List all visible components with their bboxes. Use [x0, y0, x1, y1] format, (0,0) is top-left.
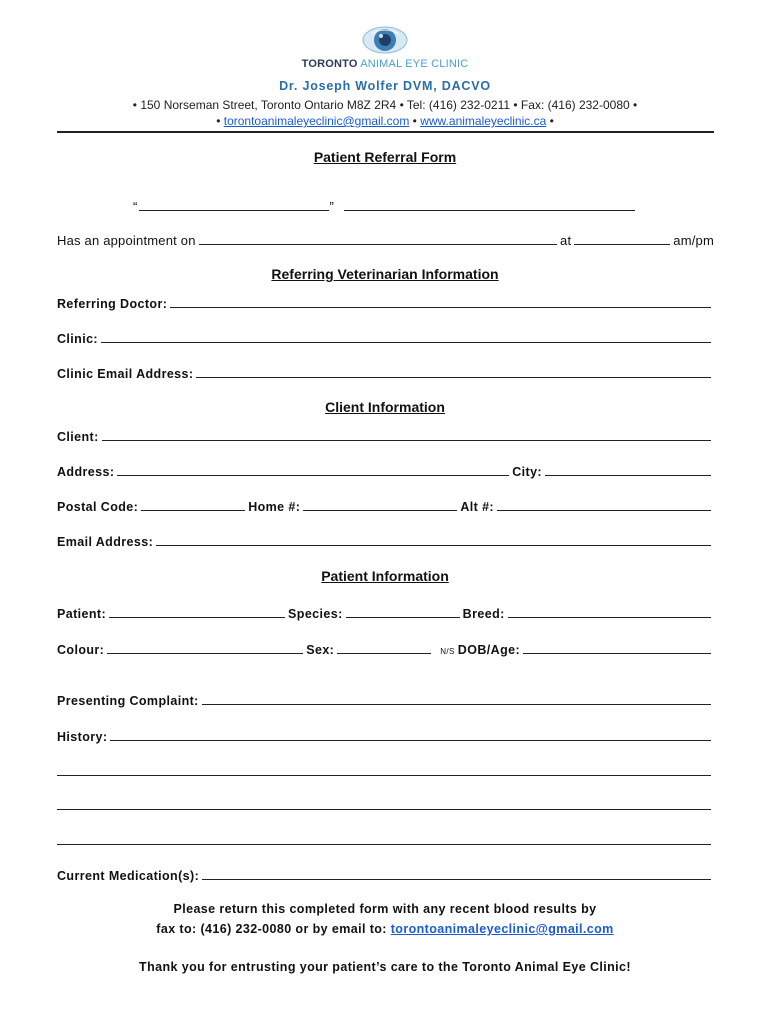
bullet: • — [549, 114, 554, 128]
neutered-spayed-label: N/S — [440, 647, 455, 656]
appointment-row — [57, 232, 714, 248]
client-email-field[interactable] — [156, 533, 711, 546]
dob-field[interactable] — [523, 641, 711, 654]
species-label: Species: — [288, 607, 343, 621]
appointment-at-label: at — [560, 233, 572, 248]
referring-doctor-label: Referring Doctor: — [57, 297, 168, 311]
patient-row — [57, 605, 714, 621]
form-title: Patient Referral Form — [313, 149, 457, 165]
client-row — [57, 428, 714, 444]
section-heading-patient: Patient Information — [321, 568, 449, 584]
bullet: • — [412, 114, 417, 128]
patient-nickname-field[interactable] — [139, 198, 329, 211]
history-label: History: — [57, 730, 108, 744]
patient-name-row — [133, 198, 638, 214]
patient-label: Patient: — [57, 607, 107, 621]
logo-text-light: ANIMAL EYE CLINIC — [360, 58, 469, 70]
footer-fax-text: fax to: (416) 232-0080 or by email to: — [156, 922, 387, 936]
clinic-row — [57, 330, 714, 346]
alt-phone-field[interactable] — [497, 498, 711, 511]
footer-thank-you: Thank you for entrusting your patient’s care to the Toronto Animal Eye Clinic! — [139, 960, 631, 974]
doctor-name: Dr. Joseph Wolfer DVM, DACVO — [279, 79, 491, 93]
history-line-2 — [57, 763, 714, 776]
complaint-label: Presenting Complaint: — [57, 694, 199, 708]
address-field[interactable] — [117, 463, 509, 476]
clinic-email-row — [57, 365, 714, 381]
breed-label: Breed: — [462, 607, 505, 621]
medication-label: Current Medication(s): — [57, 869, 200, 883]
section-heading-client: Client Information — [325, 399, 445, 415]
appointment-date-field[interactable] — [199, 232, 557, 245]
referring-doctor-field[interactable] — [170, 295, 711, 308]
alt-phone-label: Alt #: — [460, 500, 494, 514]
city-field[interactable] — [545, 463, 711, 476]
appointment-time-field[interactable] — [574, 232, 670, 245]
appointment-label: Has an appointment on — [57, 233, 196, 248]
home-phone-label: Home #: — [248, 500, 301, 514]
clinic-website-link[interactable]: www.animaleyeclinic.ca — [420, 114, 547, 128]
colour-field[interactable] — [107, 641, 303, 654]
client-field[interactable] — [102, 428, 711, 441]
logo-text-bold: TORONTO — [301, 58, 358, 70]
bullet: • — [216, 114, 221, 128]
medication-field[interactable] — [202, 867, 711, 880]
history-line-4 — [57, 832, 714, 845]
clinic-email-link[interactable]: torontoanimaleyeclinic@gmail.com — [223, 114, 410, 128]
breed-field[interactable] — [508, 605, 711, 618]
history-field[interactable] — [110, 728, 711, 741]
footer-fax-email-line — [0, 922, 770, 936]
clinic-email-label: Clinic Email Address: — [57, 367, 194, 381]
clinic-logo — [0, 24, 770, 70]
medication-row — [57, 867, 714, 883]
sex-label: Sex: — [306, 643, 335, 657]
patient-field[interactable] — [109, 605, 285, 618]
history-row — [57, 728, 714, 744]
colour-row — [57, 641, 714, 657]
address-label: Address: — [57, 465, 115, 479]
client-label: Client: — [57, 430, 99, 444]
client-email-label: Email Address: — [57, 535, 154, 549]
dob-label: DOB/Age: — [457, 643, 521, 657]
clinic-address: • 150 Norseman Street, Toronto Ontario M8Z 2R4 • Tel: (416) 232-0211 • Fax: (416) 232-0080 • — [132, 98, 638, 112]
history-field-line[interactable] — [57, 797, 711, 810]
clinic-field[interactable] — [101, 330, 711, 343]
quote-open: “ — [133, 199, 138, 214]
eye-logo-icon — [361, 24, 409, 56]
postal-code-field[interactable] — [141, 498, 245, 511]
history-field-line[interactable] — [57, 832, 711, 845]
logo-wordmark — [0, 58, 770, 70]
patient-fullname-field[interactable] — [344, 198, 635, 211]
client-email-row — [57, 533, 714, 549]
clinic-label: Clinic: — [57, 332, 98, 346]
species-field[interactable] — [346, 605, 460, 618]
footer-return-instructions: Please return this completed form with any recent blood results by — [173, 902, 597, 916]
history-line-3 — [57, 797, 714, 810]
referring-doctor-row — [57, 295, 714, 311]
complaint-row — [57, 692, 714, 708]
phone-row — [57, 498, 714, 514]
clinic-email-field[interactable] — [196, 365, 711, 378]
city-label: City: — [512, 465, 542, 479]
appointment-ampm-label: am/pm — [673, 233, 714, 248]
address-row — [57, 463, 714, 479]
clinic-contact-line — [0, 114, 770, 128]
home-phone-field[interactable] — [303, 498, 457, 511]
footer-email-link[interactable]: torontoanimaleyeclinic@gmail.com — [390, 922, 614, 936]
sex-field[interactable] — [337, 641, 431, 654]
complaint-field[interactable] — [202, 692, 711, 705]
colour-label: Colour: — [57, 643, 105, 657]
history-field-line[interactable] — [57, 763, 711, 776]
quote-close: ” — [329, 199, 335, 214]
header-divider — [57, 131, 714, 133]
postal-code-label: Postal Code: — [57, 500, 139, 514]
section-heading-vet: Referring Veterinarian Information — [271, 266, 499, 282]
